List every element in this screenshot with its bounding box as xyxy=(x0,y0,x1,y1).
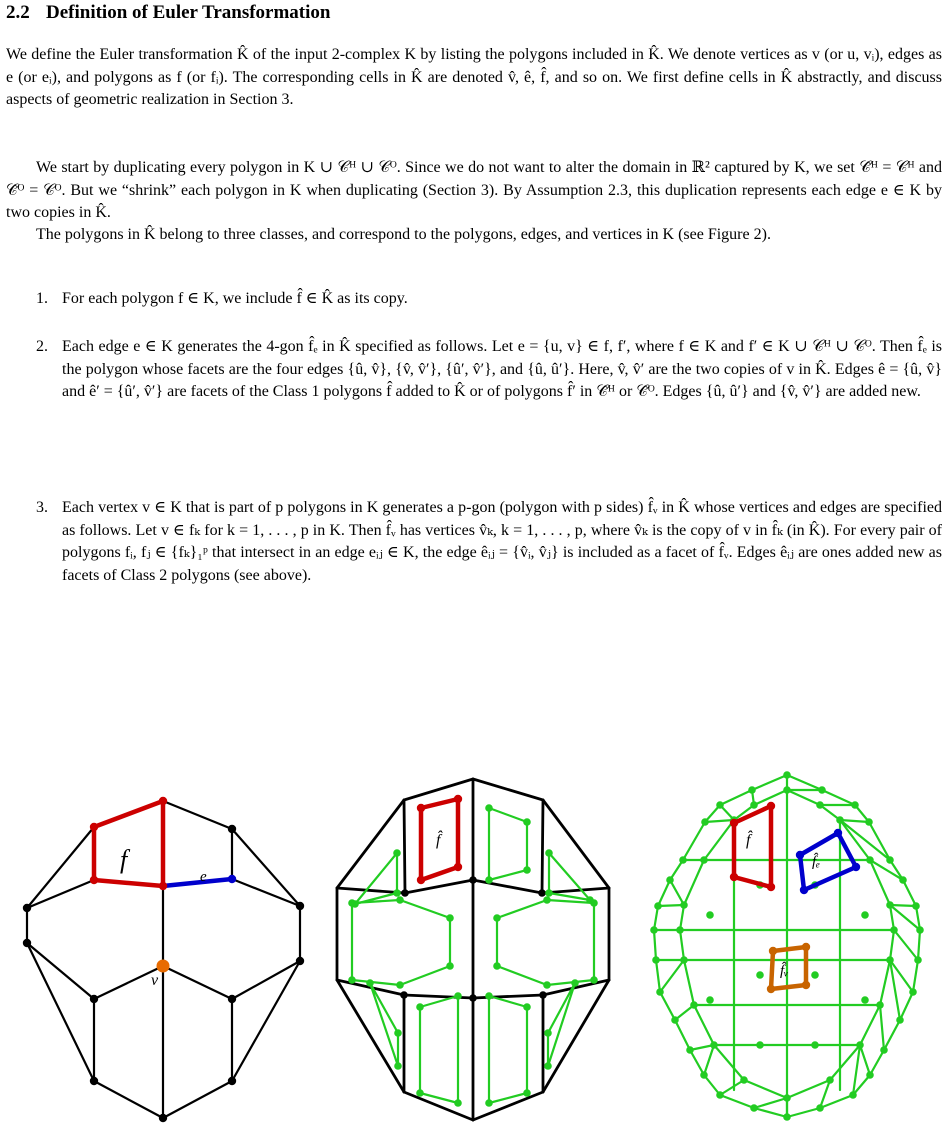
complex-k-drawing xyxy=(23,797,304,1122)
copy-vertex xyxy=(493,962,501,970)
paragraph-classes: The polygons in K̂ belong to three classes, and correspond to the polygons, edges, and vertices in K (see Figure 2). xyxy=(36,226,771,243)
k-edge xyxy=(163,1081,232,1118)
euler-vertex xyxy=(849,1091,857,1099)
euler-vertex xyxy=(866,1071,874,1079)
label-fe: f̂ₑ xyxy=(812,854,821,870)
frame-vertex xyxy=(469,994,477,1002)
euler-vertex xyxy=(666,876,674,884)
copy-vertex xyxy=(543,981,551,989)
euler-spoke xyxy=(658,905,684,906)
frame-vertex xyxy=(401,889,409,897)
k-edge xyxy=(94,1081,163,1118)
list-number: 1. xyxy=(36,290,48,307)
k-vertex xyxy=(159,882,167,890)
euler-vertex xyxy=(865,818,873,826)
euler-transformation-drawing xyxy=(650,771,924,1121)
euler-vertex xyxy=(886,856,894,864)
copy-vertex xyxy=(485,876,493,884)
copy-vertex xyxy=(493,914,501,922)
copy-polygon xyxy=(352,900,450,985)
duplicate-frame-edge xyxy=(337,980,404,1092)
euler-vertex xyxy=(716,1091,724,1099)
euler-vertex xyxy=(650,926,658,934)
euler-vertex xyxy=(750,801,758,809)
copy-vertex xyxy=(523,818,531,826)
copy-polygon xyxy=(548,983,575,1066)
section-heading xyxy=(6,2,330,24)
copy-polygon xyxy=(370,983,398,1066)
k-vertex xyxy=(228,995,236,1003)
copy-vertex xyxy=(348,976,356,984)
copy-vertex xyxy=(523,866,531,874)
euler-vertex xyxy=(861,996,869,1004)
copy-polygon xyxy=(355,853,397,904)
duplicate-frame-edge xyxy=(337,800,404,888)
copy-vertex xyxy=(545,889,553,897)
copy-vertex xyxy=(545,849,553,857)
copy-vertex xyxy=(417,876,425,884)
euler-vertex xyxy=(769,947,777,955)
euler-vertex xyxy=(676,926,684,934)
euler-vertex xyxy=(916,926,924,934)
duplicate-frame-edge xyxy=(473,995,543,998)
euler-vertex xyxy=(856,1041,864,1049)
euler-polygon-fe xyxy=(800,833,856,890)
label-e: e xyxy=(200,869,207,885)
k-edge xyxy=(27,943,94,999)
euler-vertex xyxy=(886,956,894,964)
euler-vertex xyxy=(816,801,824,809)
copy-vertex xyxy=(446,914,454,922)
euler-spoke xyxy=(890,960,900,1020)
duplicate-frame-edge xyxy=(404,779,473,800)
edge-e xyxy=(163,879,232,886)
euler-vertex xyxy=(756,971,764,979)
copy-vertex xyxy=(396,896,404,904)
euler-spoke xyxy=(660,960,684,992)
frame-vertex xyxy=(539,991,547,999)
euler-vertex xyxy=(836,816,844,824)
copy-polygon xyxy=(489,996,527,1103)
euler-vertex xyxy=(890,926,898,934)
copy-vertex xyxy=(393,849,401,857)
euler-vertex xyxy=(730,819,738,827)
duplicate-frame-edge xyxy=(543,800,609,888)
copy-vertex xyxy=(485,992,493,1000)
euler-vertex xyxy=(912,902,920,910)
euler-vertex xyxy=(686,1046,694,1054)
euler-polygon-fhat xyxy=(734,806,771,887)
euler-spoke xyxy=(840,820,869,822)
section-title: Definition of Euler Transformation xyxy=(46,2,331,23)
k-vertex xyxy=(90,1077,98,1085)
k-vertex xyxy=(90,823,98,831)
copy-vertex xyxy=(454,863,462,871)
euler-vertex xyxy=(730,873,738,881)
euler-vertex xyxy=(899,876,907,884)
list-item-1 xyxy=(36,288,942,311)
k-vertex xyxy=(23,939,31,947)
euler-vertex xyxy=(826,1076,834,1084)
euler-vertex xyxy=(671,1016,679,1024)
duplicate-frame-edge xyxy=(404,1092,473,1120)
k-vertex xyxy=(23,904,31,912)
copy-vertex xyxy=(366,979,374,987)
frame-vertex xyxy=(538,889,546,897)
complex-duplicated-drawing xyxy=(337,779,609,1120)
euler-vertex xyxy=(767,883,775,891)
euler-vertex xyxy=(851,801,859,809)
euler-vertex xyxy=(866,856,874,864)
copy-vertex xyxy=(351,900,359,908)
euler-vertex xyxy=(756,1041,764,1049)
euler-vertex xyxy=(818,786,826,794)
copy-vertex xyxy=(544,1029,552,1037)
euler-vertex xyxy=(656,988,664,996)
k-vertex xyxy=(296,902,304,910)
k-edge xyxy=(163,966,232,999)
euler-spoke xyxy=(720,1080,744,1095)
k-edge xyxy=(27,880,94,908)
euler-vertex xyxy=(716,801,724,809)
k-edge xyxy=(232,879,300,906)
euler-vertex xyxy=(706,911,714,919)
euler-spoke xyxy=(860,1045,870,1075)
list-text: For each polygon f ∈ K, we include f̂ ∈ K̂ as its copy. xyxy=(62,290,408,307)
copy-vertex xyxy=(417,804,425,812)
label-fhat-middle: f̂ xyxy=(436,832,441,849)
copy-vertex xyxy=(485,804,493,812)
k-vertex xyxy=(90,876,98,884)
euler-vertex xyxy=(886,901,894,909)
copy-vertex xyxy=(454,992,462,1000)
list-text: Each vertex v ∈ K that is part of p polygons in K generates a p-gon (polygon with p sides) f̂ᵥ in K̂ whose vertices and edges are specified as follows. Let v ∈ fₖ for k = 1, . . . , p in K. Then f̂ᵥ has vertices v̂ₖ, k = 1, . . . , p, where v̂ₖ is the copy of v in f̂ₖ (in K̂). For every pair of polygons fᵢ, fⱼ ∈ {fₖ}₁ᵖ that intersect in an edge eᵢⱼ ∈ K, the edge êᵢⱼ = {v̂ᵢ, v̂ⱼ} is included as a facet of f̂ᵥ. Edges êᵢⱼ are ones added new as facets of Class 2 polygons (see above). xyxy=(62,499,942,584)
duplicate-frame-edge xyxy=(473,1092,543,1120)
k-edge xyxy=(232,829,300,906)
euler-vertex xyxy=(783,786,791,794)
euler-vertex xyxy=(802,943,810,951)
euler-vertex xyxy=(816,1104,824,1112)
copy-vertex xyxy=(543,896,551,904)
euler-vertex xyxy=(834,829,842,837)
copy-vertex xyxy=(586,896,594,904)
euler-vertex xyxy=(652,956,660,964)
euler-spoke xyxy=(670,880,684,905)
euler-vertex xyxy=(690,1001,698,1009)
copy-vertex xyxy=(394,1062,402,1070)
k-vertex xyxy=(228,875,236,883)
copy-vertex xyxy=(485,1099,493,1107)
duplicate-frame-edge xyxy=(542,800,543,893)
duplicate-frame-edge xyxy=(404,995,473,998)
euler-vertex xyxy=(896,1016,904,1024)
vertex-v xyxy=(157,960,170,973)
k-vertex xyxy=(228,1077,236,1085)
k-vertex xyxy=(159,797,167,805)
duplicate-frame-edge xyxy=(473,779,543,800)
copy-polygon xyxy=(420,996,458,1103)
figure-euler-transformation xyxy=(0,740,949,1125)
euler-vertex xyxy=(861,911,869,919)
euler-vertex xyxy=(706,996,714,1004)
euler-spoke xyxy=(754,1098,787,1108)
label-fhat-right: f̂ xyxy=(746,832,751,849)
k-vertex xyxy=(90,995,98,1003)
label-f: f xyxy=(120,845,128,874)
list-text: Each edge e ∈ K generates the 4-gon f̂ₑ in K̂ specified as follows. Let e = {u, v} ∈ f, f′, where f ∈ K and f′ ∈ K ∪ 𝒞ᴴ ∪ 𝒞ᴼ. Then f̂ₑ is the polygon whose facets are the four edges {û, v̂}, {v̂, v̂′}, {û′, v̂′}, and {û, û′}. Here, v̂, v̂′ are the two copies of v in K̂. Edges ê = {û, v̂} and ê′ = {û′, v̂′} are facets of the Class 1 polygons f̂ added to K̂ or of polygons f̂′ in 𝒞̂ᴴ or 𝒞̂ᴼ. Edges {û, û′} and {v̂, v̂′} are added new. xyxy=(62,338,942,400)
list-number: 2. xyxy=(36,338,48,355)
label-v: v xyxy=(151,972,159,989)
euler-vertex xyxy=(802,981,810,989)
duplicate-frame-edge xyxy=(543,980,609,1092)
paragraph-intro: We define the Euler transformation K̂ of the input 2-complex K by listing the polygons included in K̂. We denote vertices as v (or u, vᵢ), edges as e (or eᵢ), and polygons as f (or fᵢ). The corresponding cells in K̂ are denoted v̂, ê, f̂, and so on. We first define cells in K̂ abstractly, and discuss aspects of geometric realization in Section 3. xyxy=(6,46,942,108)
copy-vertex xyxy=(394,1029,402,1037)
copy-vertex xyxy=(396,981,404,989)
euler-vertex xyxy=(767,985,775,993)
label-fv: f̂ᵥ xyxy=(780,963,789,979)
copy-vertex xyxy=(523,1003,531,1011)
euler-vertex xyxy=(876,1001,884,1009)
euler-vertex xyxy=(783,1094,791,1102)
duplicate-frame-edge xyxy=(473,880,542,893)
euler-vertex xyxy=(796,851,804,859)
paragraph-duplicating: We start by duplicating every polygon in K ∪ 𝒞ᴴ ∪ 𝒞ᴼ. Since we do not want to alter the domain in ℝ² captured by K, we set 𝒞̂ᴴ = 𝒞ᴴ and 𝒞̂ᴼ = 𝒞ᴼ. But we “shrink” each polygon in K when duplicating (Section 3). By Assumption 2.3, this duplication represents each edge e ∈ K by two copies in K̂. xyxy=(6,159,942,221)
euler-vertex xyxy=(811,971,819,979)
copy-vertex xyxy=(416,1003,424,1011)
euler-vertex xyxy=(654,902,662,910)
k-edge xyxy=(27,943,94,1081)
k-vertex xyxy=(159,1114,167,1122)
euler-vertex xyxy=(700,856,708,864)
duplicate-frame-edge xyxy=(404,800,405,893)
euler-vertex xyxy=(750,1104,758,1112)
euler-spoke xyxy=(894,930,918,960)
k-vertex xyxy=(228,825,236,833)
euler-vertex xyxy=(740,1076,748,1084)
euler-vertex xyxy=(680,956,688,964)
euler-vertex xyxy=(811,1041,819,1049)
copy-vertex xyxy=(523,1089,531,1097)
copy-vertex xyxy=(454,795,462,803)
copy-vertex xyxy=(416,1089,424,1097)
euler-vertex xyxy=(748,786,756,794)
euler-vertex xyxy=(783,771,791,779)
euler-spoke xyxy=(890,905,916,906)
copy-polygon xyxy=(497,900,594,985)
k-edge xyxy=(27,827,94,908)
euler-vertex xyxy=(909,988,917,996)
copy-vertex xyxy=(590,976,598,984)
copy-polygon xyxy=(549,853,590,900)
copy-vertex xyxy=(571,979,579,987)
k-vertex xyxy=(296,957,304,965)
list-item-2 xyxy=(36,336,942,404)
euler-spoke xyxy=(704,1045,714,1075)
frame-vertex xyxy=(469,876,477,884)
euler-vertex xyxy=(710,1041,718,1049)
euler-vertex xyxy=(701,818,709,826)
copy-vertex xyxy=(544,1062,552,1070)
polygon-f xyxy=(94,801,163,886)
euler-spoke xyxy=(880,1005,884,1050)
euler-vertex xyxy=(783,1113,791,1121)
euler-vertex xyxy=(767,802,775,810)
copy-vertex xyxy=(454,1099,462,1107)
k-edge xyxy=(163,801,232,829)
list-item-3 xyxy=(36,497,942,587)
euler-vertex xyxy=(800,886,808,894)
copy-vertex xyxy=(393,889,401,897)
list-number: 3. xyxy=(36,499,48,516)
copy-vertex xyxy=(446,962,454,970)
duplicate-frame-edge xyxy=(405,880,473,893)
euler-vertex xyxy=(680,901,688,909)
euler-vertex xyxy=(700,1071,708,1079)
euler-spoke xyxy=(705,820,734,822)
copy-polygon xyxy=(489,808,527,880)
euler-vertex xyxy=(679,856,687,864)
frame-vertex xyxy=(400,991,408,999)
section-number: 2.2 xyxy=(6,2,30,23)
euler-vertex xyxy=(852,863,860,871)
euler-vertex xyxy=(914,956,922,964)
euler-vertex xyxy=(880,1046,888,1054)
